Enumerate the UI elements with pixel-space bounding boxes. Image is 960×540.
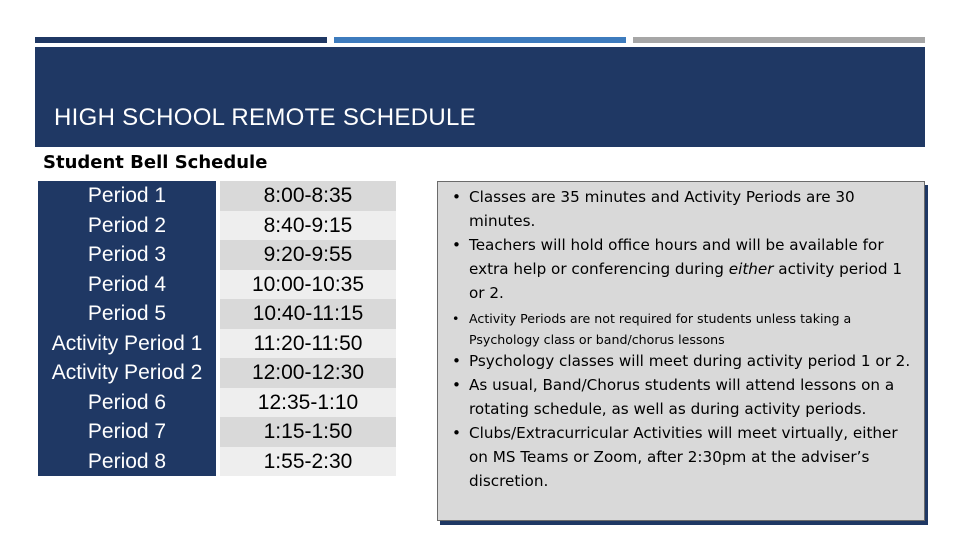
note-text: Teachers will hold office hours and will be available for extra help or conferencing during [469, 236, 884, 278]
list-item [452, 233, 914, 305]
period-cell: Period 8 [38, 447, 216, 477]
period-cell: Period 2 [38, 211, 216, 241]
period-cell: Period 4 [38, 270, 216, 300]
period-cell: Period 5 [38, 299, 216, 329]
notes-list [438, 182, 924, 493]
notes-panel [437, 181, 925, 521]
note-text: Classes are 35 minutes and Activity Periods are 30 minutes. [469, 188, 855, 230]
list-item [452, 308, 914, 350]
time-cell: 10:00-10:35 [220, 270, 396, 300]
period-cell: Period 7 [38, 417, 216, 447]
schedule-row [38, 181, 396, 211]
accent-stripe-gray [633, 37, 925, 43]
list-item [452, 373, 914, 421]
schedule-row [38, 299, 396, 329]
schedule-row [38, 358, 396, 388]
period-cell: Activity Period 1 [38, 329, 216, 359]
period-cell: Activity Period 2 [38, 358, 216, 388]
list-item [452, 421, 914, 493]
accent-stripe-navy [35, 37, 327, 43]
schedule-row [38, 270, 396, 300]
time-cell: 9:20-9:55 [220, 240, 396, 270]
bell-schedule-heading: Student Bell Schedule [43, 152, 268, 173]
bullet-icon: • [452, 236, 461, 254]
schedule-row [38, 388, 396, 418]
bullet-icon: • [452, 188, 461, 206]
time-cell: 1:55-2:30 [220, 447, 396, 477]
period-cell: Period 3 [38, 240, 216, 270]
bullet-icon: • [452, 352, 461, 370]
schedule-row [38, 447, 396, 477]
bullet-icon: • [452, 424, 461, 442]
bullet-icon: • [452, 376, 461, 394]
schedule-row [38, 417, 396, 447]
note-text: Clubs/Extracurricular Activities will meet virtually, either on MS Teams or Zoom, after 2:30pm at the adviser’s discretion. [469, 424, 898, 490]
bullet-icon: • [452, 311, 460, 326]
time-cell: 8:00-8:35 [220, 181, 396, 211]
schedule-row [38, 329, 396, 359]
list-item [452, 185, 914, 233]
schedule-row [38, 211, 396, 241]
note-emphasis: either [728, 260, 774, 278]
title-banner [35, 47, 925, 147]
period-cell: Period 6 [38, 388, 216, 418]
accent-stripe-blue [334, 37, 626, 43]
time-cell: 12:00-12:30 [220, 358, 396, 388]
time-cell: 10:40-11:15 [220, 299, 396, 329]
schedule-row [38, 240, 396, 270]
page-title: HIGH SCHOOL REMOTE SCHEDULE [54, 104, 476, 131]
time-cell: 11:20-11:50 [220, 329, 396, 359]
time-cell: 8:40-9:15 [220, 211, 396, 241]
period-cell: Period 1 [38, 181, 216, 211]
time-cell: 12:35-1:10 [220, 388, 396, 418]
bell-schedule-table [38, 181, 396, 476]
note-text: activity period 1 or 2. [469, 260, 902, 302]
list-item [452, 349, 914, 373]
time-cell: 1:15-1:50 [220, 417, 396, 447]
note-text: Psychology classes will meet during activity period 1 or 2. [469, 352, 911, 370]
note-text: Activity Periods are not required for students unless taking a Psychology class or band/chorus lessons [469, 311, 852, 347]
note-text: As usual, Band/Chorus students will attend lessons on a rotating schedule, as well as during activity periods. [469, 376, 895, 418]
